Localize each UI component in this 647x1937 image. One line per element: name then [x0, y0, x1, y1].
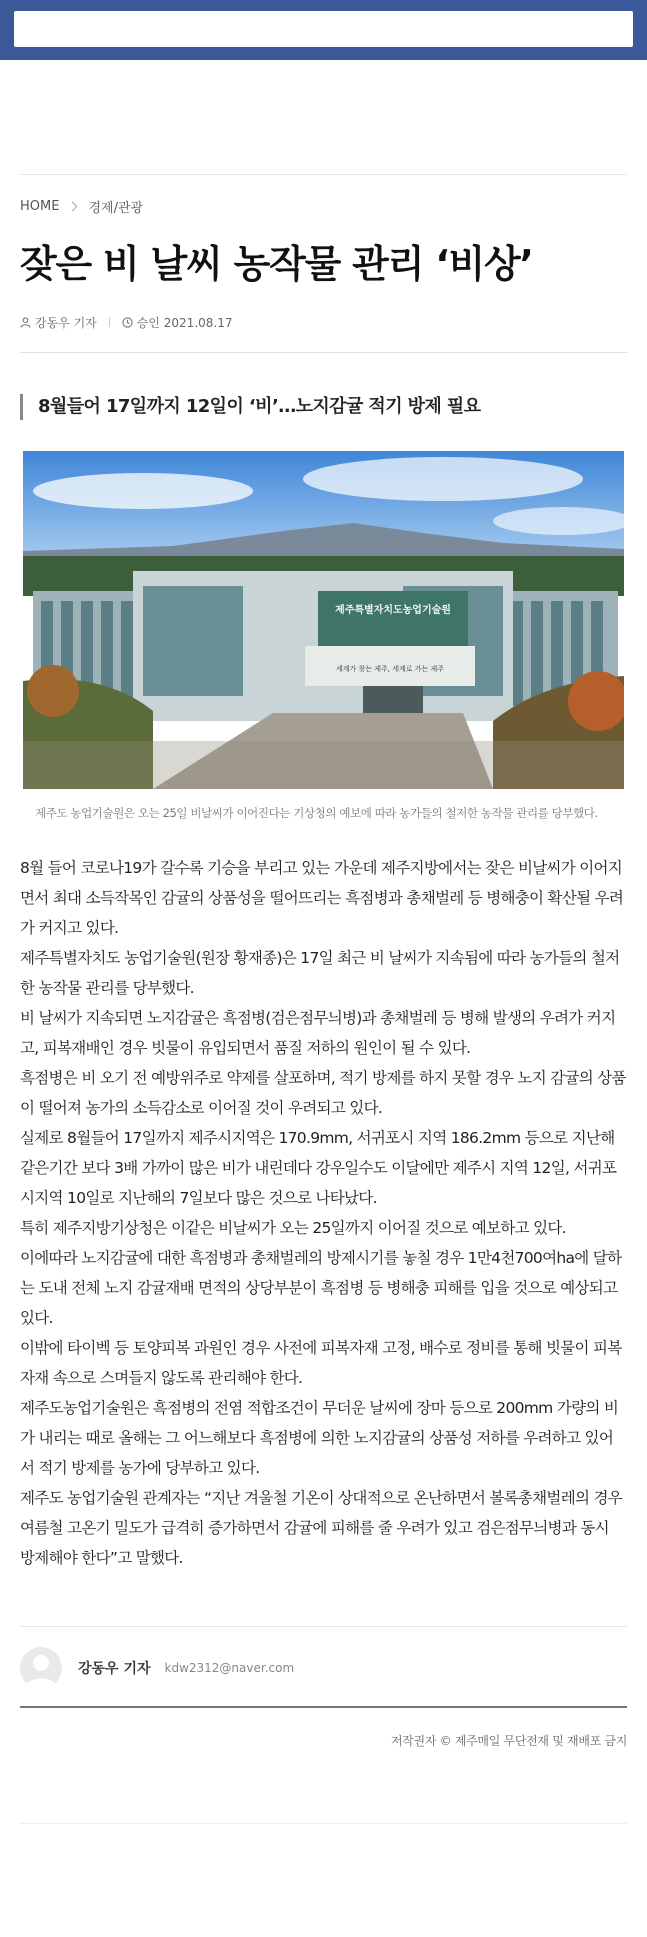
article-title: 잦은 비 날씨 농작물 관리 ‘비상’ — [20, 242, 533, 286]
article-paragraph: 흑점병은 비 오기 전 예방위주로 약제를 살포하며, 적기 방제를 하지 못할 경우 노지 감귤의 상품이 떨어져 농가의 소득감소로 이어질 것이 우려되고 있다. — [20, 1069, 626, 1117]
svg-text:세계가 찾는 제주, 세계로 가는 제주: 세계가 찾는 제주, 세계로 가는 제주 — [335, 665, 445, 673]
chevron-right-icon — [68, 201, 78, 211]
top-nav-bar — [0, 0, 647, 60]
meta-separator — [109, 317, 110, 327]
article-meta — [20, 313, 627, 331]
article-subtitle: 8월들어 17일까지 12일이 ‘비’…노지감귤 적기 방제 필요 — [20, 394, 627, 420]
author-email-link[interactable]: kdw2312@naver.com — [164, 1661, 295, 1675]
breadcrumb-section-link[interactable]: 경제/관광 — [88, 200, 144, 216]
article-paragraph: 실제로 8월들어 17일까지 제주시지역은 170.9mm, 서귀포시 지역 186.2mm 등으로 지난해 같은기간 보다 3배 가까이 많은 비가 내린데다 강우일수도 이달에만 제주시 지역 12일, 서귀포시지역 10일로 지난해의 7일보다 많은 것으로 나타났다. — [20, 1129, 617, 1207]
article-paragraph: 이에따라 노지감귤에 대한 흑점병과 총채벌레의 방제시기를 놓칠 경우 1만4천700여ha에 달하는 도내 전체 노지 감귤재배 면적의 상당부분이 흑점병 등 병해충 피해를 입을 것으로 예상되고 있다. — [20, 1249, 622, 1327]
default-avatar-icon — [20, 1647, 62, 1689]
divider — [20, 1706, 627, 1708]
article-paragraph: 제주특별자치도 농업기술원(원장 황재종)은 17일 최근 비 날씨가 지속됨에 따라 농가들의 철저한 농작물 관리를 당부했다. — [20, 949, 620, 997]
article-paragraph: 제주도농업기술원은 흑점병의 전염 적합조건이 무더운 날씨에 장마 등으로 200mm 가량의 비가 내리는 때로 올해는 그 어느해보다 흑점병에 의한 노지감귤의 상품성 저하를 우려하고 있어서 적기 방제를 농가에 당부하고 있다. — [20, 1399, 619, 1477]
svg-text:제주특별자치도농업기술원: 제주특별자치도농업기술원 — [335, 605, 451, 616]
avatar — [20, 1647, 62, 1689]
article-paragraph: 제주도 농업기술원 관계자는 “지난 겨울철 기온이 상대적으로 온난하면서 볼록총채벌레의 경우 여름철 고온기 밀도가 급격히 증가하면서 감귤에 피해를 줄 우려가 있고 검은점무늬병과 동시 방제해야 한다”고 말했다. — [20, 1489, 623, 1567]
article-paragraph: 8월 들어 코로나19가 갈수록 기승을 부리고 있는 가운데 제주지방에서는 잦은 비날씨가 이어지면서 최대 소득작목인 감귤의 상품성을 떨어뜨리는 흑점병과 총채벌레 등 병해충이 확산될 우려가 커지고 있다. — [20, 859, 624, 937]
clock-icon — [122, 317, 133, 328]
article-paragraph: 비 날씨가 지속되면 노지감귤은 흑점병(검은점무늬병)과 총채벌레 등 병해 발생의 우려가 커지고, 피복재배인 경우 빗물이 유입되면서 품질 저하의 원인이 될 수 있다. — [20, 1009, 616, 1057]
article-figure — [20, 451, 627, 823]
reporter-name: 강동우 기자 — [35, 315, 97, 330]
breadcrumb-home-link[interactable]: HOME — [20, 198, 60, 214]
article-photo — [23, 451, 624, 789]
article-container — [0, 174, 647, 1824]
article-body — [20, 853, 627, 1573]
author-name: 강동우 기자 — [78, 1661, 151, 1677]
article-paragraph: 특히 제주지방기상청은 이같은 비날씨가 오는 25일까지 이어질 것으로 예보하고 있다. — [20, 1219, 566, 1237]
author-box — [20, 1627, 627, 1699]
copyright-notice: 저작권자 © 제주매일 무단전재 및 재배포 금지 — [390, 1734, 627, 1748]
divider — [20, 174, 627, 175]
breadcrumb — [20, 197, 627, 215]
user-icon — [20, 317, 31, 328]
top-search-box[interactable] — [14, 11, 633, 47]
approved-date: 승인 2021.08.17 — [136, 315, 233, 330]
article-paragraph: 이밖에 타이벡 등 토양피복 과원인 경우 사전에 피복자재 고정, 배수로 정비를 통해 빗물이 피복자재 속으로 스며들지 않도록 관리해야 한다. — [20, 1339, 622, 1387]
divider — [20, 1823, 627, 1824]
photo-caption: 제주도 농업기술원은 오는 25일 비날씨가 이어진다는 기상청의 예보에 따라 농가들의 철저한 농작물 관리를 당부했다. — [35, 806, 598, 820]
divider — [20, 352, 627, 353]
